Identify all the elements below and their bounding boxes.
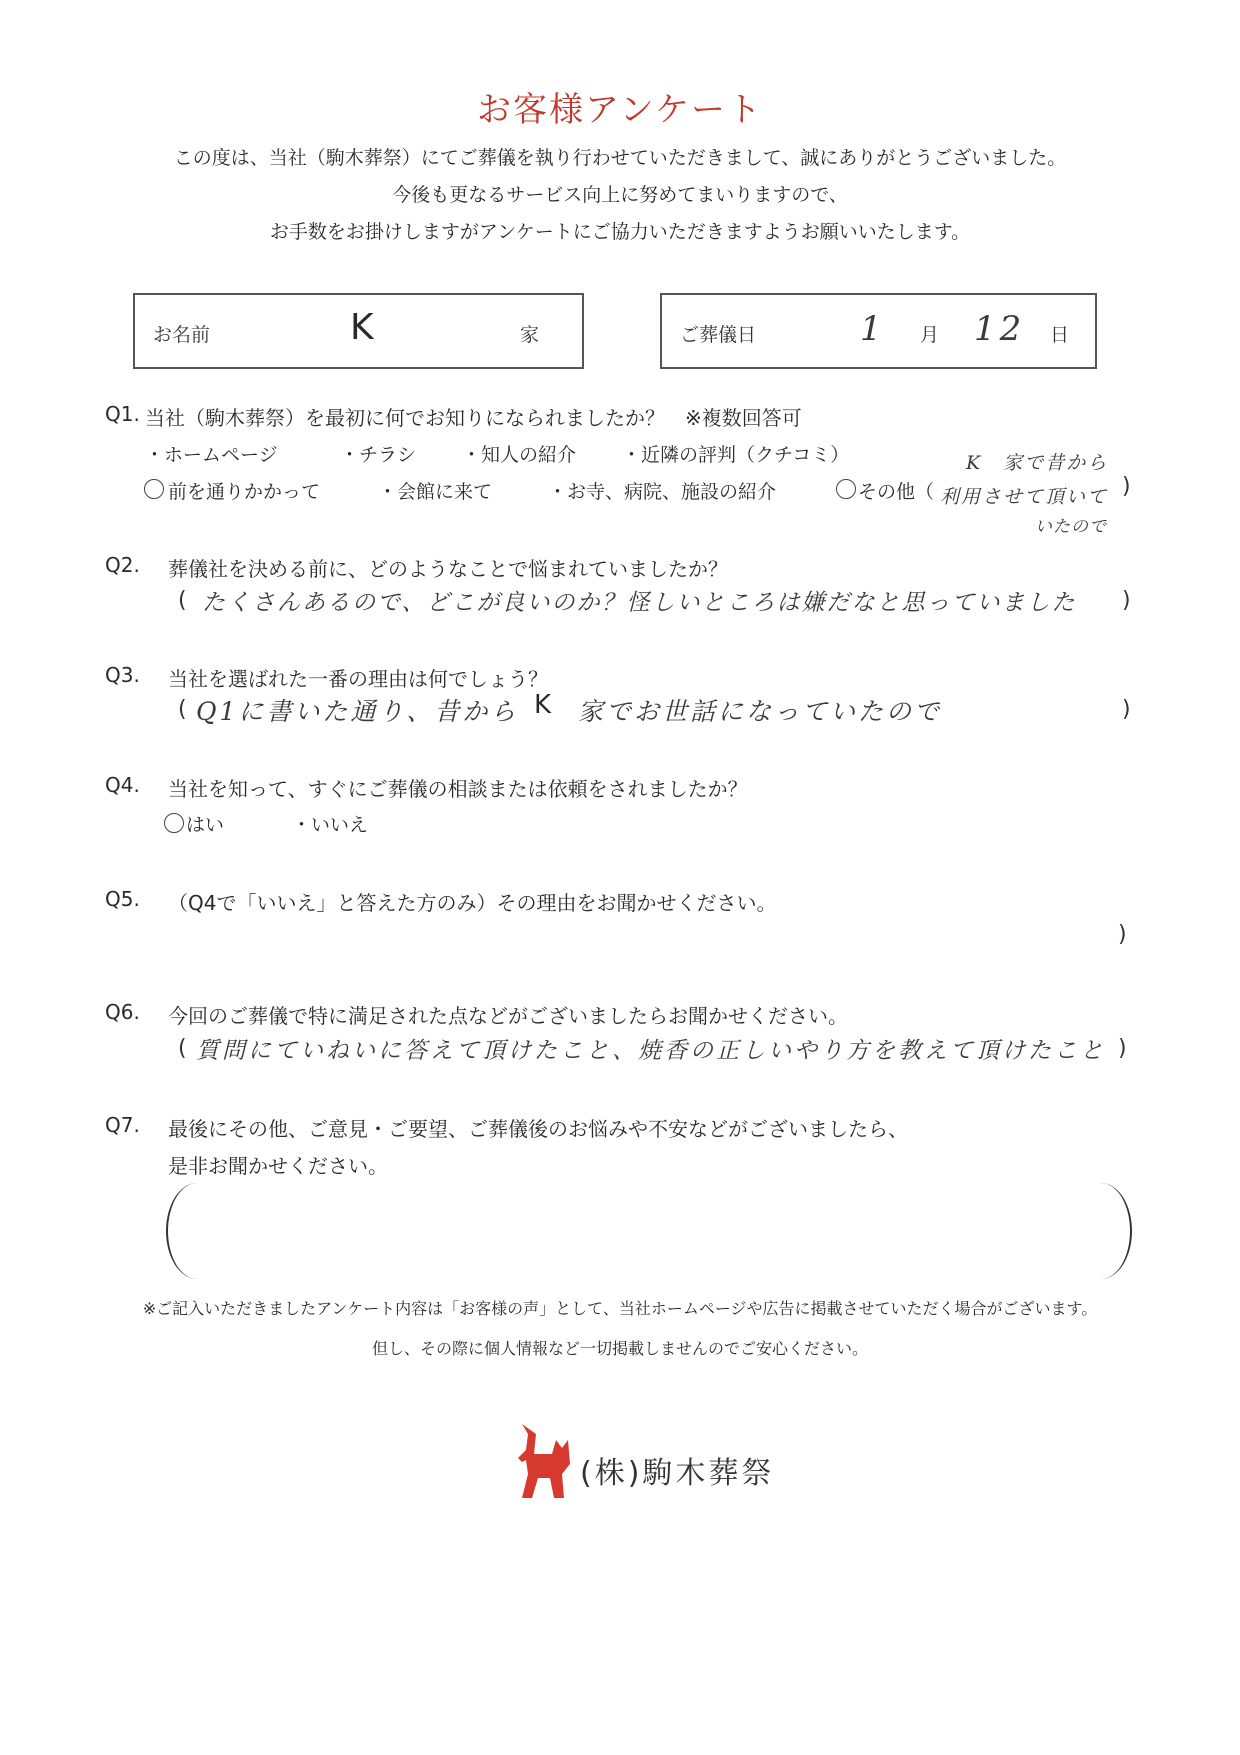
- name-box[interactable]: [133, 293, 584, 369]
- q1-other-close: ): [1122, 474, 1131, 499]
- name-label: お名前: [153, 324, 211, 346]
- q6-text: 今回のご葬儀で特に満足された点などがございましたらお聞かせください。: [168, 1004, 848, 1028]
- q6-number: Q6.: [105, 1000, 140, 1024]
- q1-option-temple-hospital[interactable]: ・お寺、病院、施設の紹介: [548, 481, 777, 503]
- q1-text: 当社（駒木葬祭）を最初に何でお知りになられましたか？ ※複数回答可: [145, 406, 802, 430]
- q5-text: （Q4で「いいえ」と答えた方のみ）その理由をお聞かせください。: [168, 891, 777, 915]
- q2-paren-open: (: [178, 588, 187, 613]
- q4-yes-checked-mark: [164, 813, 184, 833]
- q6-answer[interactable]: 質問にていねいに答えて頂けたこと、焼香の正しいやり方を教えて頂けたこと: [196, 1038, 1106, 1064]
- q2-number: Q2.: [105, 553, 140, 577]
- q6-paren-close: ): [1118, 1036, 1127, 1061]
- date-label: ご葬儀日: [680, 324, 757, 346]
- q1-option-passing-by[interactable]: 前を通りかかって: [168, 481, 321, 503]
- q1-number: Q1.: [105, 402, 140, 426]
- q2-answer[interactable]: たくさんあるので、どこが良いのか？怪しいところは嫌だなと思っていました: [202, 590, 1077, 616]
- privacy-note: 但し、その際に個人情報など一切掲載しませんのでご安心ください。: [371, 1339, 868, 1358]
- q4-text: 当社を知って、すぐにご葬儀の相談または依頼をされましたか？: [168, 777, 748, 801]
- day-label: 日: [1050, 324, 1070, 346]
- q1-other-answer-1: K 家で昔から: [966, 452, 1109, 474]
- q1-checked-mark: [144, 479, 164, 499]
- intro-line-1: この度は、当社（駒木葬祭）にてご葬儀を執り行わせていただきまして、誠にありがとうございました。: [173, 147, 1067, 169]
- q3-paren-close: ): [1122, 697, 1131, 722]
- date-box[interactable]: [660, 293, 1097, 369]
- q1-option-other[interactable]: その他（: [858, 481, 935, 503]
- q7-text-line-1: 最後にその他、ご意見・ご要望、ご葬儀後のお悩みや不安などがございましたら、: [168, 1117, 908, 1141]
- q4-option-no[interactable]: ・いいえ: [292, 814, 369, 836]
- survey-title: お客様アンケート: [477, 90, 763, 130]
- q1-option-homepage[interactable]: ・ホームページ: [145, 444, 278, 466]
- publication-note: ※ご記入いただきましたアンケート内容は「お客様の声」として、当社ホームページや広告に掲載させていただく場合がございます。: [142, 1299, 1098, 1318]
- intro-line-3: お手数をお掛けしますがアンケートにご協力いただきますようお願いいたします。: [269, 221, 971, 243]
- q7-number: Q7.: [105, 1113, 140, 1137]
- q1-option-referral[interactable]: ・知人の紹介: [462, 444, 577, 466]
- intro-line-2: 今後も更なるサービス向上に努めてまいりますので、: [392, 184, 848, 206]
- name-suffix: 家: [520, 324, 540, 346]
- q7-answer-area-left[interactable]: [166, 1183, 228, 1279]
- company-logo-horse-icon: [512, 1420, 574, 1502]
- q4-option-yes[interactable]: はい: [186, 814, 225, 836]
- q2-paren-close: ): [1122, 588, 1131, 613]
- q3-number: Q3.: [105, 663, 140, 687]
- q1-other-answer-2: 利用させて頂いて: [940, 486, 1109, 508]
- q1-option-flyer[interactable]: ・チラシ: [340, 444, 417, 466]
- q5-paren-close: ): [1118, 922, 1127, 947]
- month-label: 月: [920, 324, 940, 346]
- date-month: 1: [860, 309, 886, 349]
- name-value: K: [350, 307, 374, 348]
- q3-answer-k: K: [534, 690, 552, 720]
- company-name: (株)駒木葬祭: [580, 1456, 775, 1491]
- q7-text-line-2: 是非お聞かせください。: [168, 1154, 388, 1178]
- q1-other-answer-3: いたので: [1035, 517, 1107, 537]
- q3-answer-part1[interactable]: Q1に書いた通り、昔から: [196, 697, 519, 726]
- q2-text: 葬儀社を決める前に、どのようなことで悩まれていましたか？: [168, 557, 728, 581]
- q3-answer-part2[interactable]: 家でお世話になっていたので: [578, 697, 943, 726]
- q1-option-word-of-mouth[interactable]: ・近隣の評判（クチコミ）: [622, 444, 850, 466]
- q3-paren-open: (: [178, 697, 187, 722]
- date-day: 12: [974, 309, 1026, 349]
- q1-other-checked-mark: [836, 479, 856, 499]
- q5-number: Q5.: [105, 887, 140, 911]
- q1-option-hall-visit[interactable]: ・会館に来て: [378, 481, 493, 503]
- q7-answer-area-right[interactable]: [1070, 1183, 1132, 1279]
- q3-text: 当社を選ばれた一番の理由は何でしょう？: [168, 667, 548, 691]
- q6-paren-open: (: [178, 1036, 187, 1061]
- q4-number: Q4.: [105, 773, 140, 797]
